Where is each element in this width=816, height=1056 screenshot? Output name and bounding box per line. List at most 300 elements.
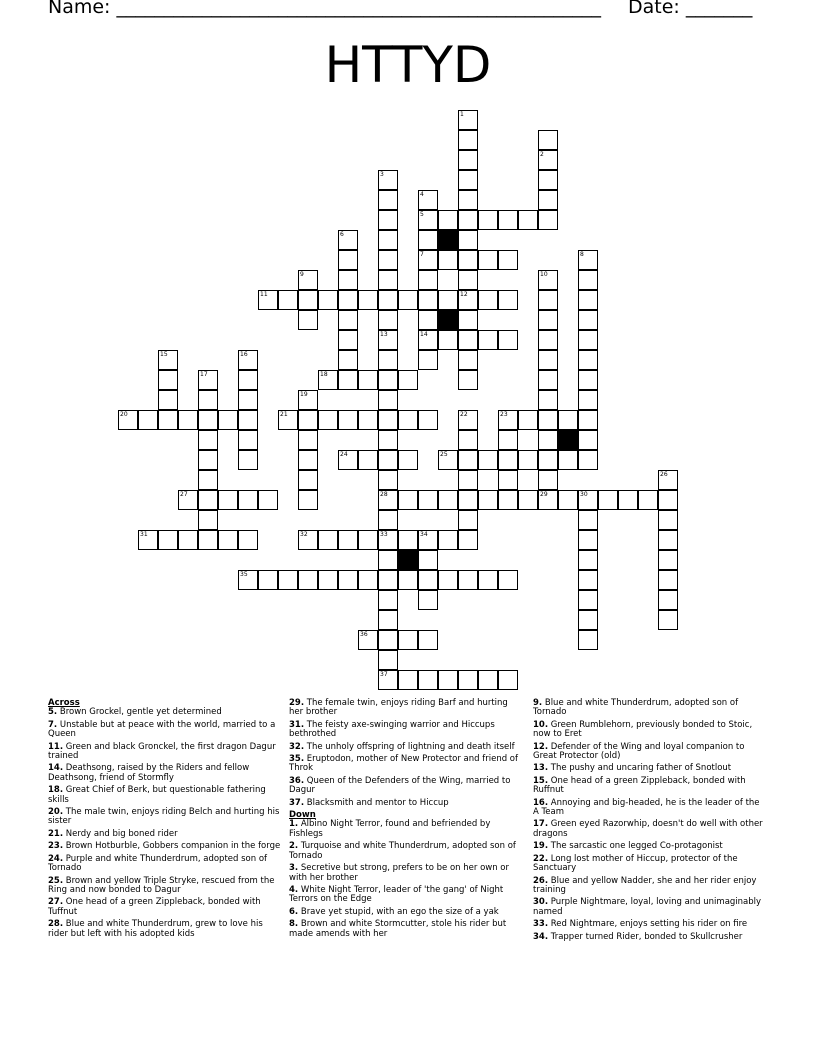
grid-cell[interactable] [558,450,578,470]
grid-cell[interactable] [418,230,438,250]
clue-item-text: The female twin, enjoys riding Barf and hurting her brother [289,698,508,718]
clue-number-label: 21 [280,411,288,418]
clue-item-text: The unholy offspring of lightning and death itself [304,741,515,752]
grid-cell[interactable] [438,330,458,350]
clue-item-text: Secretive but strong, prefers to be on her own or with her brother [289,863,510,883]
grid-cell[interactable] [538,450,558,470]
grid-cell[interactable] [338,410,358,430]
clue-item-text: The pushy and uncaring father of Snotlout [548,763,732,774]
grid-cell[interactable] [418,550,438,570]
grid-cell[interactable] [418,630,438,650]
grid-cell[interactable] [658,610,678,630]
grid-cell[interactable] [398,290,418,310]
grid-cell[interactable] [298,430,318,450]
grid-cell[interactable] [478,570,498,590]
clue-item [48,764,283,783]
grid-cell[interactable] [418,590,438,610]
grid-cell[interactable] [458,570,478,590]
clue-item-number: 23. [48,841,64,852]
clue-section-heading: Down [289,810,316,821]
grid-cell[interactable] [298,470,318,490]
grid-cell[interactable] [458,170,478,190]
grid-cell[interactable] [558,410,578,430]
grid-cell[interactable] [158,370,178,390]
clue-item-number: 26. [533,875,549,886]
clue-item-text: Blue and white Thunderdrum, grew to love his rider but left with his adopted kids [48,919,263,939]
grid-cell[interactable] [658,530,678,550]
clue-item-number: 35. [289,754,305,765]
grid-cell[interactable] [398,670,418,690]
grid-cell[interactable] [378,250,398,270]
grid-cell[interactable] [318,410,338,430]
grid-cell[interactable] [138,410,158,430]
date-field-label: Date: _______ [628,0,753,18]
grid-cell[interactable] [238,390,258,410]
grid-cell[interactable] [358,450,378,470]
grid-cell[interactable] [398,410,418,430]
grid-cell[interactable] [438,250,458,270]
grid-cell[interactable] [198,510,218,530]
grid-cell[interactable] [578,330,598,350]
grid-cell[interactable] [298,310,318,330]
grid-cell[interactable] [458,490,478,510]
grid-cell[interactable] [458,310,478,330]
clue-item-number: 20. [48,807,64,818]
grid-cell[interactable] [518,450,538,470]
grid-cell[interactable] [278,290,298,310]
grid-cell[interactable] [378,650,398,670]
clue-item-text: The sarcastic one legged Co-protagonist [548,841,723,852]
grid-cell[interactable] [378,190,398,210]
clue-number-label: 1 [460,111,464,118]
grid-cell[interactable] [198,530,218,550]
grid-cell[interactable] [578,290,598,310]
grid-cell[interactable] [578,350,598,370]
grid-cell[interactable] [458,510,478,530]
clue-column-3 [533,699,768,945]
clue-number-label: 18 [320,371,328,378]
grid-cell[interactable] [378,350,398,370]
grid-block-cell [438,230,458,250]
grid-cell[interactable] [578,410,598,430]
clue-item-number: 36. [289,775,305,786]
grid-cell[interactable] [478,290,498,310]
grid-cell[interactable] [498,670,518,690]
clue-item-text: Brown and white Stormcutter, stole his rider but made amends with her [289,919,507,939]
clue-item-number: 29. [289,698,305,708]
grid-cell[interactable] [178,530,198,550]
grid-cell[interactable] [318,290,338,310]
grid-cell[interactable] [378,410,398,430]
grid-cell[interactable] [378,470,398,490]
clue-item-text: Blue and yellow Nadder, she and her rider enjoy training [533,875,757,895]
clue-item [533,743,768,762]
clue-number-label: 37 [380,671,388,678]
grid-cell[interactable] [198,390,218,410]
clue-item-text: Brown and yellow Triple Stryke, rescued from the Ring and now bonded to Dagur [48,875,275,895]
grid-cell[interactable] [438,290,458,310]
grid-cell[interactable] [338,310,358,330]
grid-cell[interactable] [198,410,218,430]
clue-item [533,877,768,896]
grid-cell[interactable] [238,410,258,430]
grid-cell[interactable] [238,530,258,550]
clue-item [533,764,768,773]
grid-cell[interactable] [578,510,598,530]
grid-cell[interactable] [198,450,218,470]
grid-cell[interactable] [578,450,598,470]
grid-cell[interactable] [498,290,518,310]
grid-cell[interactable] [498,250,518,270]
grid-cell[interactable] [398,630,418,650]
grid-cell[interactable] [618,490,638,510]
grid-cell[interactable] [458,430,478,450]
clue-item-number: 3. [289,863,299,874]
grid-block-cell [558,430,578,450]
grid-cell[interactable] [538,330,558,350]
grid-cell[interactable] [458,270,478,290]
clue-item [533,721,768,740]
clue-item-text: Deathsong, raised by the Riders and fellow Deathsong, friend of Stormfly [48,763,250,783]
clue-item-text: Annoying and big-headed, he is the leader of the A Team [533,797,760,818]
grid-cell[interactable] [378,390,398,410]
clue-item [48,830,283,839]
clue-item-text: Turquoise and white Thunderdrum, adopted son of Tornado [289,841,516,861]
grid-cell[interactable] [378,210,398,230]
grid-cell[interactable] [378,510,398,530]
grid-cell[interactable] [378,570,398,590]
grid-cell[interactable] [378,310,398,330]
grid-cell[interactable] [458,210,478,230]
grid-cell[interactable] [418,570,438,590]
grid-cell[interactable] [658,550,678,570]
grid-cell[interactable] [538,210,558,230]
grid-cell[interactable] [218,490,238,510]
grid-cell[interactable] [518,210,538,230]
clue-item-text: One head of a green Zippleback, bonded with Tuffnut [48,897,261,917]
grid-cell[interactable] [298,450,318,470]
grid-cell[interactable] [538,370,558,390]
grid-cell[interactable] [338,530,358,550]
grid-cell[interactable] [238,450,258,470]
clue-item-text: Great Chief of Berk, but questionable fathering skills [48,785,266,805]
clue-number-label: 32 [300,531,308,538]
grid-cell[interactable] [458,450,478,470]
clue-column-2 [289,699,524,942]
grid-cell[interactable] [258,570,278,590]
grid-cell[interactable] [158,530,178,550]
grid-cell[interactable] [418,670,438,690]
grid-cell[interactable] [238,430,258,450]
clue-number-label: 31 [140,531,148,538]
clue-item-number: 37. [289,797,305,808]
clue-item-text: Trapper turned Rider, bonded to Skullcrusher [548,931,743,942]
grid-cell[interactable] [518,490,538,510]
grid-cell[interactable] [538,430,558,450]
grid-cell[interactable] [658,510,678,530]
grid-cell[interactable] [298,290,318,310]
grid-cell[interactable] [458,470,478,490]
grid-cell[interactable] [578,630,598,650]
grid-cell[interactable] [578,570,598,590]
clue-item [533,777,768,796]
grid-cell[interactable] [538,290,558,310]
grid-cell[interactable] [358,530,378,550]
clue-item [533,933,768,942]
clue-item-number: 18. [48,785,64,796]
clue-number-label: 12 [460,291,468,298]
grid-cell[interactable] [498,570,518,590]
clue-item [48,898,283,917]
clue-number-label: 36 [360,631,368,638]
grid-cell[interactable] [478,250,498,270]
grid-cell[interactable] [458,190,478,210]
clue-number-label: 11 [260,291,268,298]
grid-cell[interactable] [378,270,398,290]
grid-cell[interactable] [438,490,458,510]
clue-item-number: 5. [48,707,58,718]
clue-number-label: 33 [380,531,388,538]
grid-cell[interactable] [158,410,178,430]
grid-cell[interactable] [338,270,358,290]
clue-item-text: Defender of the Wing and loyal companion to Great Protector (old) [533,741,745,762]
grid-cell[interactable] [458,530,478,550]
grid-cell[interactable] [418,270,438,290]
grid-cell[interactable] [318,530,338,550]
grid-cell[interactable] [198,490,218,510]
grid-cell[interactable] [378,630,398,650]
grid-cell[interactable] [598,490,618,510]
grid-cell[interactable] [578,590,598,610]
grid-cell[interactable] [498,470,518,490]
grid-cell[interactable] [218,530,238,550]
clue-item [289,755,524,774]
grid-cell[interactable] [478,450,498,470]
clue-item-number: 8. [289,919,299,930]
grid-cell[interactable] [458,150,478,170]
grid-cell[interactable] [538,190,558,210]
grid-cell[interactable] [378,590,398,610]
clue-item [289,777,524,796]
clue-number-label: 13 [380,331,388,338]
grid-block-cell [398,550,418,570]
grid-cell[interactable] [538,170,558,190]
grid-cell[interactable] [358,370,378,390]
clue-number-label: 19 [300,391,308,398]
clue-item [48,721,283,740]
grid-cell[interactable] [478,670,498,690]
clue-item-text: Eruptodon, mother of New Protector and friend of Throk [289,754,518,774]
clue-item-number: 33. [533,919,549,930]
grid-cell[interactable] [178,410,198,430]
grid-cell[interactable] [538,310,558,330]
grid-cell[interactable] [478,490,498,510]
grid-cell[interactable] [458,250,478,270]
clue-item-number: 9. [533,698,543,708]
clue-item-text: Purple Nightmare, loyal, loving and unimaginably named [533,897,762,917]
grid-cell[interactable] [398,490,418,510]
grid-cell[interactable] [338,370,358,390]
clue-item-number: 17. [533,819,549,830]
grid-cell[interactable] [458,670,478,690]
grid-cell[interactable] [498,210,518,230]
grid-cell[interactable] [498,450,518,470]
clue-number-label: 15 [160,351,168,358]
grid-cell[interactable] [378,370,398,390]
grid-cell[interactable] [298,570,318,590]
clue-number-label: 24 [340,451,348,458]
grid-cell[interactable] [298,490,318,510]
grid-cell[interactable] [458,350,478,370]
grid-cell[interactable] [238,490,258,510]
grid-cell[interactable] [458,370,478,390]
clue-item-text: Blacksmith and mentor to Hiccup [304,797,449,808]
clue-number-label: 23 [500,411,508,418]
grid-cell[interactable] [478,330,498,350]
clue-item [289,842,524,861]
clue-item-text: The male twin, enjoys riding Belch and hurting his sister [48,807,280,827]
clue-number-label: 6 [340,231,344,238]
clue-item-number: 13. [533,763,549,774]
grid-cell[interactable] [538,390,558,410]
grid-cell[interactable] [438,570,458,590]
grid-cell[interactable] [538,350,558,370]
grid-cell[interactable] [318,570,338,590]
clue-item-number: 15. [533,775,549,786]
grid-cell[interactable] [298,410,318,430]
clue-item-number: 6. [289,906,299,917]
grid-cell[interactable] [538,470,558,490]
clue-number-label: 3 [380,171,384,178]
clue-item [533,855,768,874]
grid-cell[interactable] [338,570,358,590]
clue-item-number: 11. [48,741,64,752]
clue-section-heading: Across [48,698,80,708]
grid-cell[interactable] [398,530,418,550]
grid-cell[interactable] [358,290,378,310]
grid-cell[interactable] [418,410,438,430]
clue-number-label: 7 [420,251,424,258]
grid-cell[interactable] [538,410,558,430]
grid-cell[interactable] [378,450,398,470]
grid-cell[interactable] [558,490,578,510]
grid-cell[interactable] [418,310,438,330]
clue-item-text: Green Rumblehorn, previously bonded to Stoic, now to Eret [533,719,753,740]
grid-cell[interactable] [578,310,598,330]
clue-item [289,920,524,939]
clue-item [289,908,524,917]
grid-cell[interactable] [578,370,598,390]
grid-cell[interactable] [258,490,278,510]
clue-number-label: 5 [420,211,424,218]
grid-cell[interactable] [498,430,518,450]
grid-cell[interactable] [378,290,398,310]
clue-item [533,920,768,929]
grid-cell[interactable] [358,410,378,430]
grid-cell[interactable] [498,330,518,350]
grid-cell[interactable] [478,210,498,230]
grid-cell[interactable] [218,410,238,430]
grid-cell[interactable] [278,570,298,590]
grid-cell[interactable] [338,350,358,370]
clue-item [289,699,524,718]
clue-item [533,842,768,851]
grid-cell[interactable] [378,230,398,250]
grid-block-cell [438,310,458,330]
grid-cell[interactable] [538,130,558,150]
clue-item-number: 27. [48,897,64,908]
grid-cell[interactable] [398,450,418,470]
grid-cell[interactable] [658,590,678,610]
clue-item [533,799,768,818]
clue-item-text: One head of a green Zippleback, bonded with Ruffnut [533,775,746,796]
grid-cell[interactable] [238,370,258,390]
page-title: HTTYD [324,36,492,94]
grid-cell[interactable] [578,430,598,450]
grid-cell[interactable] [498,490,518,510]
grid-cell[interactable] [338,250,358,270]
grid-cell[interactable] [378,550,398,570]
clue-item-number: 22. [533,853,549,864]
grid-cell[interactable] [198,470,218,490]
grid-cell[interactable] [158,390,178,410]
grid-cell[interactable] [658,570,678,590]
clue-item-text: Red Nightmare, enjoys setting his rider on fire [548,919,748,930]
name-field-label: Name: ___________________________________________________ [48,0,601,18]
grid-cell[interactable] [338,330,358,350]
clue-column-1 [48,699,283,942]
grid-cell[interactable] [438,530,458,550]
grid-cell[interactable] [378,610,398,630]
grid-cell[interactable] [578,530,598,550]
grid-cell[interactable] [458,230,478,250]
grid-cell[interactable] [358,570,378,590]
grid-cell[interactable] [658,490,678,510]
clue-item-number: 19. [533,841,549,852]
clue-number-label: 8 [580,251,584,258]
grid-cell[interactable] [438,210,458,230]
clue-item-number: 31. [289,719,305,730]
grid-cell[interactable] [418,350,438,370]
grid-cell[interactable] [578,270,598,290]
clue-number-label: 29 [540,491,548,498]
grid-cell[interactable] [338,290,358,310]
grid-cell[interactable] [458,330,478,350]
grid-cell[interactable] [578,390,598,410]
clue-item-text: Unstable but at peace with the world, married to a Queen [48,719,276,740]
grid-cell[interactable] [578,550,598,570]
clue-number-label: 2 [540,151,544,158]
clue-item-number: 1. [289,819,299,830]
grid-cell[interactable] [398,570,418,590]
clue-item [289,721,524,740]
grid-cell[interactable] [378,430,398,450]
grid-cell[interactable] [518,410,538,430]
grid-cell[interactable] [638,490,658,510]
clue-item-number: 4. [289,884,299,895]
grid-cell[interactable] [578,610,598,630]
clue-item [48,808,283,827]
grid-cell[interactable] [198,430,218,450]
grid-cell[interactable] [418,290,438,310]
grid-cell[interactable] [438,670,458,690]
grid-cell[interactable] [418,490,438,510]
clue-item-text: Purple and white Thunderdrum, adopted son of Tornado [48,853,268,874]
clue-item-text: Nerdy and big boned rider [63,828,178,839]
grid-cell[interactable] [458,130,478,150]
grid-cell[interactable] [398,370,418,390]
clue-number-label: 17 [200,371,208,378]
